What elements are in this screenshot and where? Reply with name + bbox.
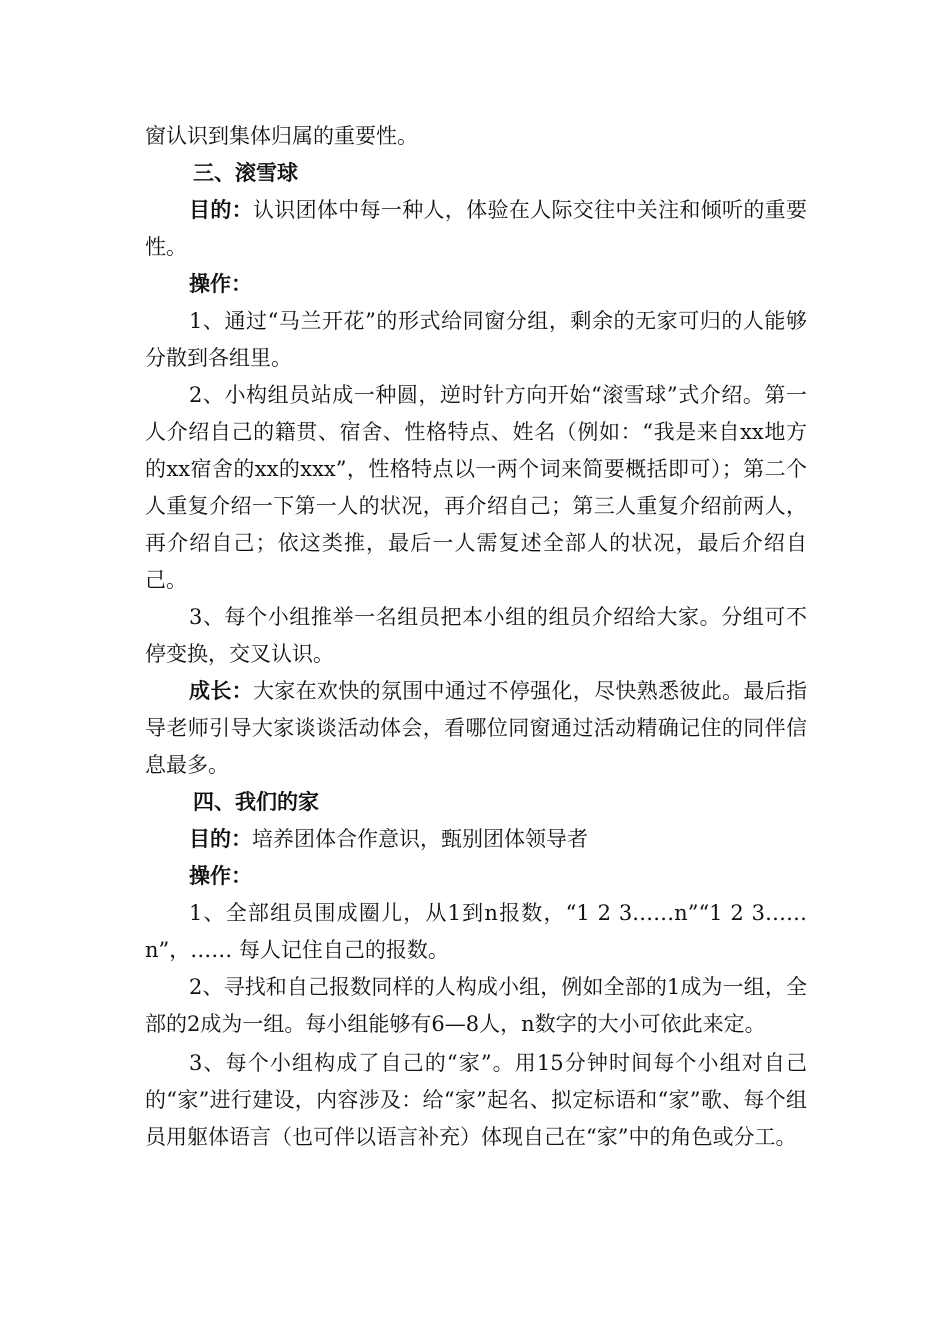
growth-text: 大家在欢快的氛围中通过不停强化，尽快熟悉彼此。最后指导老师引导大家谈谈活动体会，看哪位同窗通过活动精确记住的同伴信息最多。 — [145, 679, 808, 777]
purpose-text: 培养团体合作意识，甄别团体领导者 — [252, 827, 588, 851]
section-3-step-2: 2、小构组员站成一种圆，逆时针方向开始“滚雪球”式介绍。第一人介绍自己的籍贯、宿舍、性格特点、姓名（例如：“我是来自xx地方的xx宿舍的xx的xxx”，性格特点以一两个词来简要概括即可）；第二个人重复介绍一下第一人的状况，再介绍自己；第三人重复介绍前两人，再介绍自己；依这类推，最后一人需复述全部人的状况，最后介绍自己。 — [145, 383, 807, 592]
section-4-purpose — [145, 821, 807, 858]
section-3-purpose — [145, 192, 807, 266]
purpose-text: 认识团体中每一种人，体验在人际交往中关注和倾听的重要性。 — [145, 198, 808, 259]
operation-label: 操作： — [189, 864, 252, 888]
section-3-step-3: 3、每个小组推举一名组员把本小组的组员介绍给大家。分组可不停变换，交叉认识。 — [145, 605, 807, 666]
section-3-operation-label — [145, 266, 807, 303]
section-4-operation-label — [145, 858, 807, 895]
section-3-heading: 三、滚雪球 — [193, 161, 298, 185]
purpose-label: 目的： — [189, 198, 253, 222]
section-4-step-2: 2、寻找和自己报数同样的人构成小组，例如全部的1成为一组，全部的2成为一组。每小组能够有6—8人，n数字的大小可依此来定。 — [145, 975, 807, 1036]
section-3-step-1: 1、通过“马兰开花”的形式给同窗分组，剩余的无家可归的人能够分散到各组里。 — [145, 309, 807, 370]
growth-label: 成长： — [189, 679, 253, 703]
section-4-step-3: 3、每个小组构成了自己的“家”。用15分钟时间每个小组对自己的“家”进行建设，内容涉及：给“家”起名、拟定标语和“家”歌、每个组员用躯体语言（也可伴以语言补充）体现自己在“家”中的角色或分工。 — [145, 1051, 807, 1149]
operation-label: 操作： — [189, 272, 252, 296]
document-page — [145, 118, 807, 1156]
section-3-growth — [145, 673, 807, 784]
section-4-heading: 四、我们的家 — [193, 790, 319, 814]
continuation-paragraph: 窗认识到集体归属的重要性。 — [145, 124, 418, 148]
purpose-label: 目的： — [189, 827, 252, 851]
section-4-step-1: 1、全部组员围成圈儿，从1到n报数，“1 2 3……n”“1 2 3……n”，…… 每人记住自己的报数。 — [145, 901, 807, 962]
